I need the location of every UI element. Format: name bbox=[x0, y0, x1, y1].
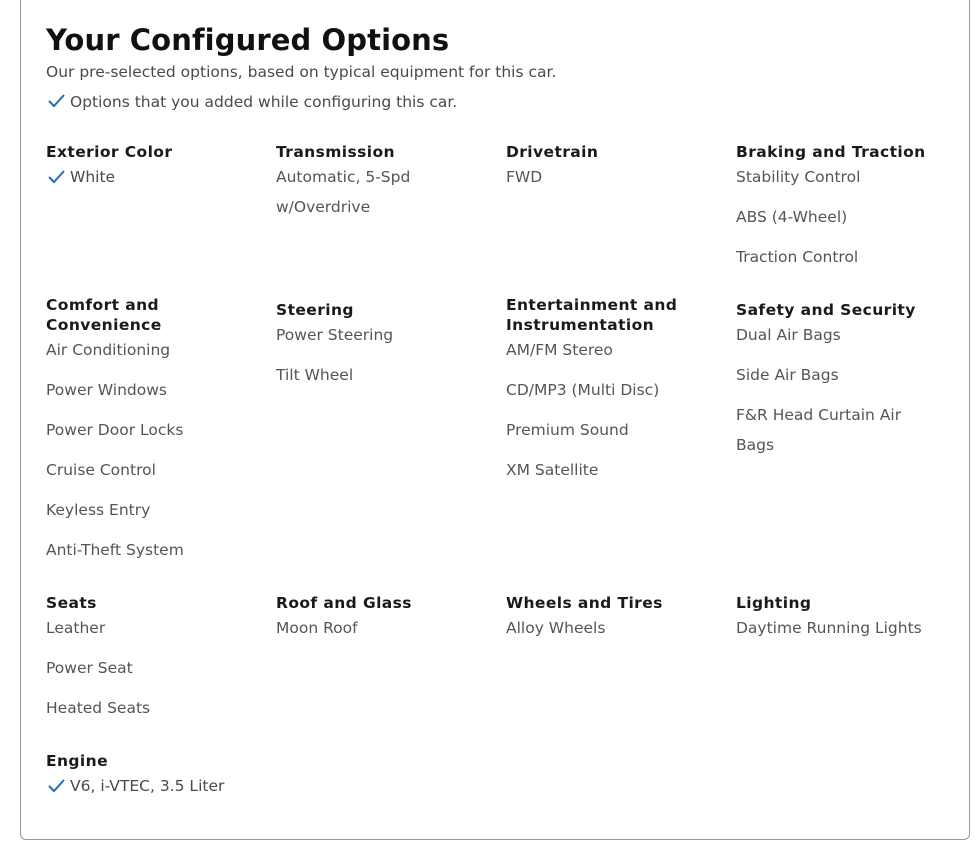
option-item: Power Door Locks bbox=[46, 421, 184, 439]
check-icon bbox=[46, 776, 66, 796]
option-item: Daytime Running Lights bbox=[736, 619, 922, 637]
page-title: Your Configured Options bbox=[46, 23, 450, 57]
option-item: Heated Seats bbox=[46, 699, 151, 717]
option-item bbox=[46, 771, 276, 801]
section-entertainment-and-instrumentation bbox=[506, 295, 721, 495]
section-title: Transmission bbox=[276, 143, 395, 161]
option-item: Power Seat bbox=[46, 659, 133, 677]
option-item bbox=[46, 162, 261, 192]
option-item: Moon Roof bbox=[276, 619, 358, 637]
option-item: Automatic, 5-Spd w/Overdrive bbox=[276, 168, 411, 216]
section-title: Exterior Color bbox=[46, 143, 173, 161]
option-item: Anti-Theft System bbox=[46, 541, 184, 559]
section-exterior-color bbox=[46, 142, 261, 202]
option-item: Traction Control bbox=[736, 248, 859, 266]
section-seats bbox=[46, 593, 261, 733]
option-item: Side Air Bags bbox=[736, 366, 839, 384]
option-item: Dual Air Bags bbox=[736, 326, 841, 344]
option-item: Leather bbox=[46, 619, 106, 637]
option-item: Keyless Entry bbox=[46, 501, 151, 519]
option-item: XM Satellite bbox=[506, 461, 599, 479]
section-safety-and-security bbox=[736, 300, 961, 470]
section-title: Drivetrain bbox=[506, 143, 599, 161]
option-item: F&R Head Curtain Air Bags bbox=[736, 406, 902, 454]
section-engine bbox=[46, 751, 276, 811]
page-subtitle: Our pre-selected options, based on typical equipment for this car. bbox=[46, 63, 557, 81]
section-steering bbox=[276, 300, 491, 400]
option-item: Cruise Control bbox=[46, 461, 156, 479]
legend-text: Options that you added while configuring this car. bbox=[70, 93, 458, 111]
option-label: V6, i-VTEC, 3.5 Liter bbox=[70, 777, 225, 795]
section-title: Comfort and Convenience bbox=[46, 296, 162, 334]
section-title: Wheels and Tires bbox=[506, 594, 663, 612]
section-title: Engine bbox=[46, 752, 108, 770]
option-item: CD/MP3 (Multi Disc) bbox=[506, 381, 660, 399]
option-item: Air Conditioning bbox=[46, 341, 171, 359]
section-title: Seats bbox=[46, 594, 97, 612]
section-roof-and-glass bbox=[276, 593, 491, 653]
section-drivetrain bbox=[506, 142, 721, 202]
option-item: FWD bbox=[506, 168, 543, 186]
option-item: Power Steering bbox=[276, 326, 394, 344]
option-item: ABS (4-Wheel) bbox=[736, 208, 848, 226]
option-label: White bbox=[70, 168, 116, 186]
option-item: Stability Control bbox=[736, 168, 861, 186]
option-item: Premium Sound bbox=[506, 421, 629, 439]
check-icon bbox=[46, 167, 66, 187]
section-title: Safety and Security bbox=[736, 301, 916, 319]
section-braking-and-traction bbox=[736, 142, 961, 282]
section-comfort-and-convenience bbox=[46, 295, 261, 575]
section-wheels-and-tires bbox=[506, 593, 721, 653]
section-transmission bbox=[276, 142, 491, 232]
check-icon bbox=[46, 91, 66, 111]
section-lighting bbox=[736, 593, 961, 653]
section-title: Braking and Traction bbox=[736, 143, 926, 161]
section-title: Lighting bbox=[736, 594, 812, 612]
section-title: Entertainment and Instrumentation bbox=[506, 296, 678, 334]
option-item: Alloy Wheels bbox=[506, 619, 606, 637]
option-item: AM/FM Stereo bbox=[506, 341, 613, 359]
option-item: Power Windows bbox=[46, 381, 167, 399]
section-title: Steering bbox=[276, 301, 354, 319]
option-item: Tilt Wheel bbox=[276, 366, 354, 384]
added-options-legend bbox=[46, 91, 457, 113]
section-title: Roof and Glass bbox=[276, 594, 412, 612]
